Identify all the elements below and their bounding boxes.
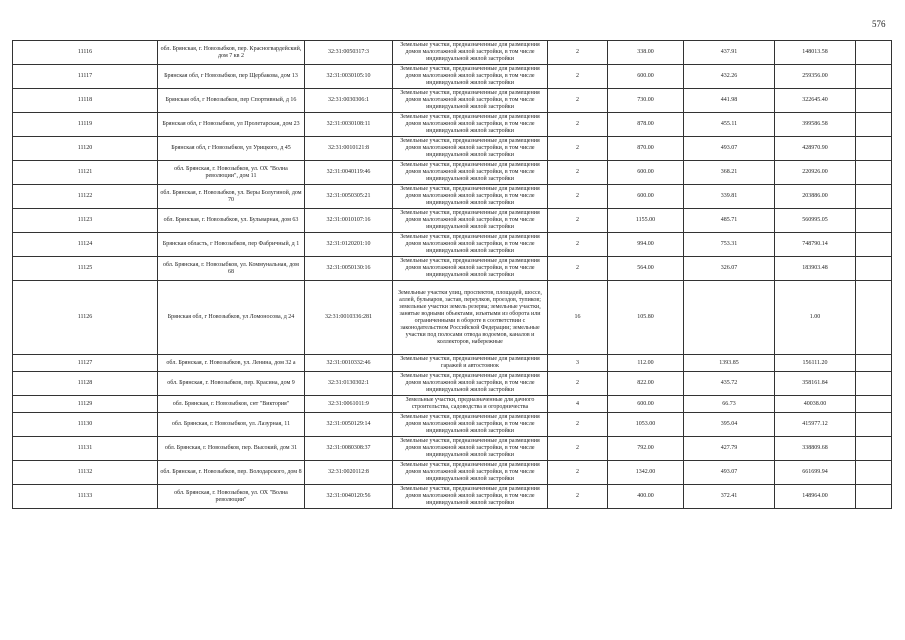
table-row: [13, 89, 892, 113]
land-use-cell: Земельные участки, предназначенные для размещения гаражей и автостоянок: [393, 355, 548, 372]
category-cell: 3: [548, 355, 608, 372]
category-cell: 2: [548, 185, 608, 209]
address-cell: обл. Брянская, г. Новозыбков, ул. Лазурная, 11: [158, 413, 305, 437]
specific-value-cell: 66.73: [684, 396, 775, 413]
category-cell: 4: [548, 396, 608, 413]
land-use-cell: Земельные участки, предназначенные для размещения домов малоэтажной жилой застройки, в том числе индивидуальной жилой застройки: [393, 65, 548, 89]
cadastral-number-cell: 32:31:0030108:11: [305, 113, 393, 137]
cadastral-number-cell: 32:31:0050305:21: [305, 185, 393, 209]
empty-cell: [856, 257, 892, 281]
empty-cell: [856, 209, 892, 233]
row-number: 11127: [13, 355, 158, 372]
address-cell: обл. Брянская, г. Новозыбков, ул. Ленина, дом 32 а: [158, 355, 305, 372]
category-cell: 2: [548, 89, 608, 113]
cadastral-number-cell: 32:31:0120201:10: [305, 233, 393, 257]
address-cell: обл. Брянская, г. Новозыбков, ул. ОХ "Волна революции", дом 11: [158, 161, 305, 185]
land-use-cell: Земельные участки, предназначенные для размещения домов малоэтажной жилой застройки, в том числе индивидуальной жилой застройки: [393, 41, 548, 65]
area-cell: 1053.00: [608, 413, 684, 437]
row-number: 11126: [13, 281, 158, 355]
cadastral-number-cell: 32:31:0020112:8: [305, 461, 393, 485]
area-cell: 600.00: [608, 396, 684, 413]
land-use-cell: Земельные участки, предназначенные для размещения домов малоэтажной жилой застройки, в том числе индивидуальной жилой застройки: [393, 137, 548, 161]
table-row: [13, 355, 892, 372]
category-cell: 2: [548, 161, 608, 185]
land-use-cell: Земельные участки, предназначенные для размещения домов малоэтажной жилой застройки, в том числе индивидуальной жилой застройки: [393, 161, 548, 185]
cadastral-value-cell: 259356.00: [775, 65, 856, 89]
category-cell: 2: [548, 233, 608, 257]
specific-value-cell: 485.71: [684, 209, 775, 233]
area-cell: 792.00: [608, 437, 684, 461]
table-row: [13, 161, 892, 185]
address-cell: обл. Брянская, г. Новозыбков, пер. Высокий, дом 31: [158, 437, 305, 461]
cadastral-value-cell: 322645.40: [775, 89, 856, 113]
address-cell: Брянская обл, г Новозыбков, ул Ломоносова, д 24: [158, 281, 305, 355]
cadastral-value-cell: 40038.00: [775, 396, 856, 413]
page-number: 576: [872, 19, 886, 29]
row-number: 11121: [13, 161, 158, 185]
category-cell: 2: [548, 485, 608, 509]
area-cell: 600.00: [608, 161, 684, 185]
table-row: [13, 485, 892, 509]
empty-cell: [856, 355, 892, 372]
specific-value-cell: 368.21: [684, 161, 775, 185]
land-use-cell: Земельные участки, предназначенные для дачного строительства, садоводства и огородничества: [393, 396, 548, 413]
cadastral-number-cell: 32:31:0040120:56: [305, 485, 393, 509]
land-use-cell: Земельные участки, предназначенные для размещения домов малоэтажной жилой застройки, в том числе индивидуальной жилой застройки: [393, 461, 548, 485]
table-row: [13, 41, 892, 65]
table-row: [13, 461, 892, 485]
area-cell: 105.80: [608, 281, 684, 355]
empty-cell: [856, 461, 892, 485]
area-cell: 600.00: [608, 65, 684, 89]
row-number: 11117: [13, 65, 158, 89]
row-number: 11119: [13, 113, 158, 137]
category-cell: 2: [548, 372, 608, 396]
area-cell: 1155.00: [608, 209, 684, 233]
cadastral-value-cell: 1.00: [775, 281, 856, 355]
address-cell: обл. Брянская, г. Новозыбков, ул. Коммунальная, дом 68: [158, 257, 305, 281]
cadastral-value-cell: 428970.90: [775, 137, 856, 161]
cadastral-value-cell: 156111.20: [775, 355, 856, 372]
row-number: 11123: [13, 209, 158, 233]
empty-cell: [856, 137, 892, 161]
area-cell: 564.00: [608, 257, 684, 281]
cadastral-number-cell: 32:31:0040119:46: [305, 161, 393, 185]
empty-cell: [856, 396, 892, 413]
area-cell: 994.00: [608, 233, 684, 257]
specific-value-cell: 435.72: [684, 372, 775, 396]
category-cell: 2: [548, 137, 608, 161]
row-number: 11128: [13, 372, 158, 396]
cadastral-number-cell: 32:31:0010336:281: [305, 281, 393, 355]
cadastral-number-cell: 32:31:0061011:9: [305, 396, 393, 413]
category-cell: 2: [548, 413, 608, 437]
category-cell: 2: [548, 257, 608, 281]
specific-value-cell: 432.26: [684, 65, 775, 89]
land-use-cell: Земельные участки, предназначенные для размещения домов малоэтажной жилой застройки, в том числе индивидуальной жилой застройки: [393, 372, 548, 396]
area-cell: 112.00: [608, 355, 684, 372]
land-use-cell: Земельные участки, предназначенные для размещения домов малоэтажной жилой застройки, в том числе индивидуальной жилой застройки: [393, 209, 548, 233]
address-cell: Брянская обл, г Новозыбков, пер Щербакова, дом 13: [158, 65, 305, 89]
row-number: 11130: [13, 413, 158, 437]
specific-value-cell: 427.79: [684, 437, 775, 461]
land-use-cell: Земельные участки улиц, проспектов, площадей, шоссе, аллей, бульваров, застав, переулков, проездов, тупиков; земельные участки земель резерва; земельные участки, занятые водными объектами, изъятыми из оборота или ограниченными в обороте в соответствии с законодательством Российской Федерации; земельные участки под полосами отвода водоемов, каналов и коллекторов, набережные: [393, 281, 548, 355]
empty-cell: [856, 413, 892, 437]
land-use-cell: Земельные участки, предназначенные для размещения домов малоэтажной жилой застройки, в том числе индивидуальной жилой застройки: [393, 485, 548, 509]
address-cell: обл. Брянская, г. Новозыбков, ул. Веры Болугиной, дом 70: [158, 185, 305, 209]
table-row: [13, 233, 892, 257]
cadastral-value-cell: 148964.00: [775, 485, 856, 509]
row-number: 11122: [13, 185, 158, 209]
address-cell: обл. Брянская, г. Новозыбков, пер. Красина, дом 9: [158, 372, 305, 396]
land-registry-table: [12, 40, 892, 509]
address-cell: обл. Брянская, г. Новозыбков, снт "Виктория": [158, 396, 305, 413]
empty-cell: [856, 233, 892, 257]
cadastral-number-cell: 32:31:0010107:16: [305, 209, 393, 233]
category-cell: 2: [548, 437, 608, 461]
cadastral-value-cell: 560995.05: [775, 209, 856, 233]
table-row: [13, 413, 892, 437]
cadastral-number-cell: 32:31:0010332:46: [305, 355, 393, 372]
specific-value-cell: 437.91: [684, 41, 775, 65]
table-row: [13, 437, 892, 461]
address-cell: обл. Брянская, г. Новозыбков, ул. Бульварная, дом 63: [158, 209, 305, 233]
land-use-cell: Земельные участки, предназначенные для размещения домов малоэтажной жилой застройки, в том числе индивидуальной жилой застройки: [393, 413, 548, 437]
category-cell: 2: [548, 65, 608, 89]
specific-value-cell: 753.31: [684, 233, 775, 257]
cadastral-number-cell: 32:31:0030105:10: [305, 65, 393, 89]
land-use-cell: Земельные участки, предназначенные для размещения домов малоэтажной жилой застройки, в том числе индивидуальной жилой застройки: [393, 437, 548, 461]
area-cell: 730.00: [608, 89, 684, 113]
address-cell: обл. Брянская, г. Новозыбков, пер. Володарского, дом 8: [158, 461, 305, 485]
row-number: 11133: [13, 485, 158, 509]
table-row: [13, 257, 892, 281]
land-use-cell: Земельные участки, предназначенные для размещения домов малоэтажной жилой застройки, в том числе индивидуальной жилой застройки: [393, 113, 548, 137]
empty-cell: [856, 437, 892, 461]
category-cell: 2: [548, 113, 608, 137]
area-cell: 400.00: [608, 485, 684, 509]
row-number: 11120: [13, 137, 158, 161]
cadastral-value-cell: 338809.68: [775, 437, 856, 461]
specific-value-cell: 1393.85: [684, 355, 775, 372]
empty-cell: [856, 161, 892, 185]
specific-value-cell: 441.98: [684, 89, 775, 113]
cadastral-value-cell: 415977.12: [775, 413, 856, 437]
empty-cell: [856, 372, 892, 396]
cadastral-value-cell: 358161.84: [775, 372, 856, 396]
specific-value-cell: 395.04: [684, 413, 775, 437]
category-cell: 2: [548, 209, 608, 233]
empty-cell: [856, 113, 892, 137]
land-use-cell: Земельные участки, предназначенные для размещения домов малоэтажной жилой застройки, в том числе индивидуальной жилой застройки: [393, 185, 548, 209]
table-row: [13, 372, 892, 396]
land-use-cell: Земельные участки, предназначенные для размещения домов малоэтажной жилой застройки, в том числе индивидуальной жилой застройки: [393, 257, 548, 281]
specific-value-cell: 372.41: [684, 485, 775, 509]
cadastral-value-cell: 748790.14: [775, 233, 856, 257]
cadastral-value-cell: 220926.00: [775, 161, 856, 185]
row-number: 11129: [13, 396, 158, 413]
cadastral-number-cell: 32:31:0050130:16: [305, 257, 393, 281]
cadastral-value-cell: 183903.48: [775, 257, 856, 281]
category-cell: 16: [548, 281, 608, 355]
specific-value-cell: 493.07: [684, 137, 775, 161]
cadastral-number-cell: 32:31:0030306:1: [305, 89, 393, 113]
category-cell: 2: [548, 41, 608, 65]
address-cell: Брянская обл, г Новозыбков, пер Спортивный, д 16: [158, 89, 305, 113]
table-row: [13, 185, 892, 209]
row-number: 11125: [13, 257, 158, 281]
cadastral-number-cell: 32:31:0050317:3: [305, 41, 393, 65]
specific-value-cell: 455.11: [684, 113, 775, 137]
address-cell: Брянская обл, г Новозыбков, ул Урицкого, д 45: [158, 137, 305, 161]
land-use-cell: Земельные участки, предназначенные для размещения домов малоэтажной жилой застройки, в том числе индивидуальной жилой застройки: [393, 89, 548, 113]
area-cell: 1342.00: [608, 461, 684, 485]
table-row: [13, 113, 892, 137]
empty-cell: [856, 281, 892, 355]
table-body: [13, 41, 892, 509]
table-row: [13, 65, 892, 89]
empty-cell: [856, 185, 892, 209]
area-cell: 822.00: [608, 372, 684, 396]
row-number: 11132: [13, 461, 158, 485]
cadastral-value-cell: 148013.58: [775, 41, 856, 65]
empty-cell: [856, 485, 892, 509]
cadastral-number-cell: 32:31:0130302:1: [305, 372, 393, 396]
area-cell: 878.00: [608, 113, 684, 137]
specific-value-cell: 326.07: [684, 257, 775, 281]
cadastral-value-cell: 203886.00: [775, 185, 856, 209]
cadastral-number-cell: 32:31:0050129:14: [305, 413, 393, 437]
row-number: 11131: [13, 437, 158, 461]
specific-value-cell: [684, 281, 775, 355]
address-cell: обл. Брянская, г. Новозыбков, ул. ОХ "Волна революции": [158, 485, 305, 509]
table-row: [13, 281, 892, 355]
cadastral-number-cell: 32:31:0010121:8: [305, 137, 393, 161]
cadastral-number-cell: 32:31:0080308:37: [305, 437, 393, 461]
table-row: [13, 137, 892, 161]
row-number: 11124: [13, 233, 158, 257]
address-cell: Брянская область, г Новозыбков, пер Фабричный, д 1: [158, 233, 305, 257]
cadastral-value-cell: 661699.94: [775, 461, 856, 485]
address-cell: Брянская обл, г Новозыбков, ул Пролетарская, дом 23: [158, 113, 305, 137]
empty-cell: [856, 41, 892, 65]
category-cell: 2: [548, 461, 608, 485]
cadastral-value-cell: 399586.58: [775, 113, 856, 137]
specific-value-cell: 493.07: [684, 461, 775, 485]
address-cell: обл. Брянская, г. Новозыбков, пер. Красногвардейский, дом 7 кв 2: [158, 41, 305, 65]
empty-cell: [856, 89, 892, 113]
row-number: 11118: [13, 89, 158, 113]
area-cell: 870.00: [608, 137, 684, 161]
specific-value-cell: 339.81: [684, 185, 775, 209]
land-use-cell: Земельные участки, предназначенные для размещения домов малоэтажной жилой застройки, в том числе индивидуальной жилой застройки: [393, 233, 548, 257]
area-cell: 338.00: [608, 41, 684, 65]
row-number: 11116: [13, 41, 158, 65]
area-cell: 600.00: [608, 185, 684, 209]
table-row: [13, 209, 892, 233]
table-row: [13, 396, 892, 413]
empty-cell: [856, 65, 892, 89]
